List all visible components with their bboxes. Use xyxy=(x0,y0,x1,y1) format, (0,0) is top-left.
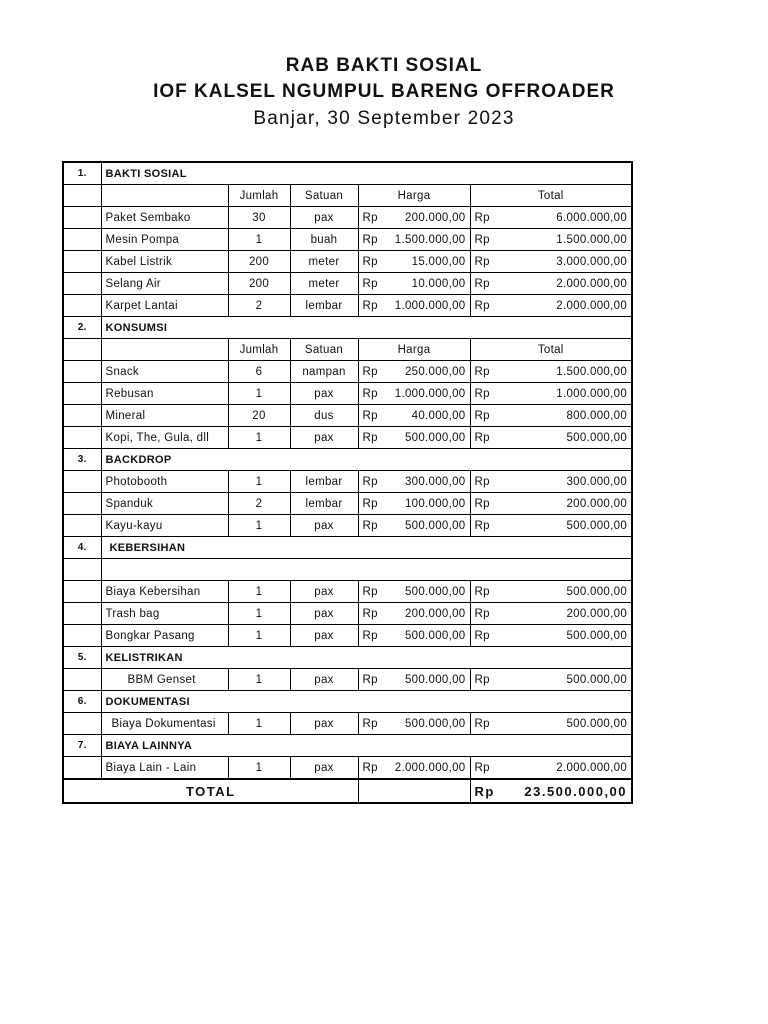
section-name: BACKDROP xyxy=(101,449,632,471)
amount-value: 500.000,00 xyxy=(566,431,628,444)
item-harga xyxy=(358,295,470,317)
amount-value: 300.000,00 xyxy=(566,475,628,488)
item-jumlah: 1 xyxy=(228,229,290,251)
grand-total-value: 23.500.000,00 xyxy=(524,783,628,799)
number-blank-cell xyxy=(63,273,101,295)
item-jumlah: 1 xyxy=(228,669,290,691)
item-total xyxy=(470,427,632,449)
currency-label: Rp xyxy=(362,519,378,532)
item-total xyxy=(470,471,632,493)
item-total xyxy=(470,383,632,405)
item-total xyxy=(470,581,632,603)
spacer-cell xyxy=(101,559,632,581)
amount-value: 500.000,00 xyxy=(404,519,466,532)
amount-value: 500.000,00 xyxy=(566,585,628,598)
item-header-blank xyxy=(101,185,228,207)
amount-value: 40.000,00 xyxy=(411,409,466,422)
number-blank-cell xyxy=(63,251,101,273)
item-jumlah: 1 xyxy=(228,383,290,405)
section-header-row xyxy=(63,735,632,757)
number-blank-cell xyxy=(63,493,101,515)
item-total xyxy=(470,295,632,317)
item-jumlah: 200 xyxy=(228,251,290,273)
column-header-total: Total xyxy=(470,185,632,207)
item-harga xyxy=(358,493,470,515)
item-total xyxy=(470,273,632,295)
amount-value: 500.000,00 xyxy=(566,519,628,532)
item-harga xyxy=(358,383,470,405)
item-row xyxy=(63,713,632,735)
document-date: Banjar, 30 September 2023 xyxy=(253,108,515,129)
number-blank-cell xyxy=(63,559,101,581)
item-total xyxy=(470,757,632,780)
amount-value: 500.000,00 xyxy=(404,431,466,444)
item-harga xyxy=(358,207,470,229)
item-satuan: pax xyxy=(290,581,358,603)
grand-total-spacer xyxy=(358,779,470,803)
item-jumlah: 1 xyxy=(228,471,290,493)
currency-label: Rp xyxy=(474,717,490,730)
currency-label: Rp xyxy=(474,255,490,268)
section-header-row xyxy=(63,537,632,559)
amount-value: 1.000.000,00 xyxy=(556,387,628,400)
item-jumlah: 1 xyxy=(228,757,290,780)
item-name: Photobooth xyxy=(101,471,228,493)
amount-value: 1.500.000,00 xyxy=(556,233,628,246)
item-total xyxy=(470,625,632,647)
item-row xyxy=(63,427,632,449)
currency-label: Rp xyxy=(362,211,378,224)
number-blank-cell xyxy=(63,295,101,317)
item-jumlah: 6 xyxy=(228,361,290,383)
item-row xyxy=(63,383,632,405)
item-total xyxy=(470,229,632,251)
item-jumlah: 1 xyxy=(228,515,290,537)
section-name: KEBERSIHAN xyxy=(101,537,632,559)
column-header-total: Total xyxy=(470,339,632,361)
item-name: Spanduk xyxy=(101,493,228,515)
spacer-row xyxy=(63,559,632,581)
item-name: Snack xyxy=(101,361,228,383)
item-row xyxy=(63,515,632,537)
currency-label: Rp xyxy=(474,673,490,686)
section-name: BAKTI SOSIAL xyxy=(101,162,632,185)
currency-label: Rp xyxy=(362,255,378,268)
item-satuan: buah xyxy=(290,229,358,251)
column-header-jumlah: Jumlah xyxy=(228,185,290,207)
item-harga xyxy=(358,273,470,295)
section-header-row xyxy=(63,317,632,339)
item-satuan: pax xyxy=(290,757,358,780)
number-blank-cell xyxy=(63,229,101,251)
amount-value: 250.000,00 xyxy=(404,365,466,378)
section-number: 2. xyxy=(63,317,101,339)
currency-label: Rp xyxy=(362,629,378,642)
item-harga xyxy=(358,471,470,493)
item-total xyxy=(470,251,632,273)
currency-label: Rp xyxy=(362,409,378,422)
section-name: BIAYA LAINNYA xyxy=(101,735,632,757)
item-total xyxy=(470,713,632,735)
item-jumlah: 1 xyxy=(228,581,290,603)
item-harga xyxy=(358,229,470,251)
item-row xyxy=(63,251,632,273)
amount-value: 100.000,00 xyxy=(404,497,466,510)
currency-label: Rp xyxy=(362,475,378,488)
amount-value: 2.000.000,00 xyxy=(394,761,466,774)
number-blank-cell xyxy=(63,185,101,207)
item-row xyxy=(63,493,632,515)
item-header-blank xyxy=(101,339,228,361)
amount-value: 1.000.000,00 xyxy=(394,299,466,312)
currency-label: Rp xyxy=(362,233,378,246)
item-jumlah: 1 xyxy=(228,625,290,647)
item-name: Kayu-kayu xyxy=(101,515,228,537)
amount-value: 200.000,00 xyxy=(566,497,628,510)
amount-value: 500.000,00 xyxy=(566,673,628,686)
item-jumlah: 2 xyxy=(228,295,290,317)
currency-label: Rp xyxy=(474,585,490,598)
item-row xyxy=(63,603,632,625)
item-name: BBM Genset xyxy=(101,669,228,691)
section-number: 6. xyxy=(63,691,101,713)
currency-label: Rp xyxy=(474,607,490,620)
budget-table xyxy=(62,161,633,804)
item-name: Rebusan xyxy=(101,383,228,405)
grand-total-label: TOTAL xyxy=(63,779,358,803)
item-name: Kopi, The, Gula, dll xyxy=(101,427,228,449)
currency-label: Rp xyxy=(474,365,490,378)
number-blank-cell xyxy=(63,405,101,427)
amount-value: 500.000,00 xyxy=(566,629,628,642)
amount-value: 1.500.000,00 xyxy=(556,365,628,378)
item-harga xyxy=(358,361,470,383)
item-jumlah: 1 xyxy=(228,713,290,735)
currency-label: Rp xyxy=(474,761,490,774)
item-harga xyxy=(358,625,470,647)
item-name: Karpet Lantai xyxy=(101,295,228,317)
currency-label: Rp xyxy=(362,431,378,444)
section-name: KONSUMSI xyxy=(101,317,632,339)
section-header-row xyxy=(63,647,632,669)
section-header-row xyxy=(63,162,632,185)
item-total xyxy=(470,669,632,691)
item-total xyxy=(470,207,632,229)
number-blank-cell xyxy=(63,603,101,625)
item-satuan: pax xyxy=(290,515,358,537)
item-harga xyxy=(358,669,470,691)
number-blank-cell xyxy=(63,207,101,229)
amount-value: 200.000,00 xyxy=(566,607,628,620)
item-satuan: pax xyxy=(290,669,358,691)
number-blank-cell xyxy=(63,757,101,780)
item-name: Paket Sembako xyxy=(101,207,228,229)
currency-label: Rp xyxy=(474,387,490,400)
item-row xyxy=(63,471,632,493)
section-number: 3. xyxy=(63,449,101,471)
item-row xyxy=(63,273,632,295)
currency-label: Rp xyxy=(362,717,378,730)
currency-label: Rp xyxy=(362,585,378,598)
currency-label: Rp xyxy=(362,299,378,312)
section-number: 4. xyxy=(63,537,101,559)
document-title: RAB BAKTI SOSIAL xyxy=(285,55,483,76)
amount-value: 500.000,00 xyxy=(404,629,466,642)
currency-label: Rp xyxy=(474,497,490,510)
currency-label: Rp xyxy=(362,673,378,686)
item-name: Biaya Dokumentasi xyxy=(101,713,228,735)
item-total xyxy=(470,405,632,427)
currency-label: Rp xyxy=(474,431,490,444)
item-harga xyxy=(358,581,470,603)
amount-value: 1.000.000,00 xyxy=(394,387,466,400)
currency-label: Rp xyxy=(362,387,378,400)
currency-label: Rp xyxy=(362,761,378,774)
item-total xyxy=(470,493,632,515)
column-header-satuan: Satuan xyxy=(290,339,358,361)
item-row xyxy=(63,405,632,427)
number-blank-cell xyxy=(63,581,101,603)
item-row xyxy=(63,361,632,383)
currency-label: Rp xyxy=(362,277,378,290)
item-row xyxy=(63,669,632,691)
item-name: Bongkar Pasang xyxy=(101,625,228,647)
amount-value: 500.000,00 xyxy=(404,673,466,686)
grand-total-row xyxy=(63,779,632,803)
column-header-row xyxy=(63,185,632,207)
item-satuan: lembar xyxy=(290,471,358,493)
amount-value: 500.000,00 xyxy=(404,585,466,598)
item-total xyxy=(470,515,632,537)
item-satuan: pax xyxy=(290,713,358,735)
item-harga xyxy=(358,757,470,780)
item-row xyxy=(63,757,632,780)
item-row xyxy=(63,295,632,317)
section-number: 7. xyxy=(63,735,101,757)
item-harga xyxy=(358,713,470,735)
number-blank-cell xyxy=(63,339,101,361)
item-satuan: pax xyxy=(290,603,358,625)
item-row xyxy=(63,207,632,229)
item-name: Biaya Lain - Lain xyxy=(101,757,228,780)
amount-value: 6.000.000,00 xyxy=(556,211,628,224)
item-jumlah: 1 xyxy=(228,603,290,625)
item-name: Trash bag xyxy=(101,603,228,625)
amount-value: 2.000.000,00 xyxy=(556,277,628,290)
currency-label: Rp xyxy=(474,629,490,642)
item-name: Selang Air xyxy=(101,273,228,295)
column-header-row xyxy=(63,339,632,361)
number-blank-cell xyxy=(63,427,101,449)
amount-value: 2.000.000,00 xyxy=(556,299,628,312)
section-name: KELISTRIKAN xyxy=(101,647,632,669)
item-jumlah: 1 xyxy=(228,427,290,449)
number-blank-cell xyxy=(63,515,101,537)
amount-value: 10.000,00 xyxy=(411,277,466,290)
item-satuan: meter xyxy=(290,273,358,295)
item-row xyxy=(63,229,632,251)
item-satuan: dus xyxy=(290,405,358,427)
currency-label: Rp xyxy=(474,783,495,799)
item-total xyxy=(470,361,632,383)
amount-value: 500.000,00 xyxy=(404,717,466,730)
item-name: Kabel Listrik xyxy=(101,251,228,273)
section-number: 1. xyxy=(63,162,101,185)
currency-label: Rp xyxy=(474,409,490,422)
number-blank-cell xyxy=(63,361,101,383)
item-total xyxy=(470,603,632,625)
currency-label: Rp xyxy=(474,233,490,246)
section-header-row xyxy=(63,691,632,713)
section-number: 5. xyxy=(63,647,101,669)
currency-label: Rp xyxy=(474,299,490,312)
column-header-satuan: Satuan xyxy=(290,185,358,207)
item-jumlah: 2 xyxy=(228,493,290,515)
section-header-row xyxy=(63,449,632,471)
item-harga xyxy=(358,427,470,449)
amount-value: 800.000,00 xyxy=(566,409,628,422)
column-header-harga: Harga xyxy=(358,185,470,207)
item-name: Mineral xyxy=(101,405,228,427)
currency-label: Rp xyxy=(474,475,490,488)
item-satuan: pax xyxy=(290,625,358,647)
amount-value: 500.000,00 xyxy=(566,717,628,730)
item-jumlah: 200 xyxy=(228,273,290,295)
number-blank-cell xyxy=(63,669,101,691)
number-blank-cell xyxy=(63,383,101,405)
section-name: DOKUMENTASI xyxy=(101,691,632,713)
item-row xyxy=(63,625,632,647)
currency-label: Rp xyxy=(362,497,378,510)
amount-value: 200.000,00 xyxy=(404,211,466,224)
item-jumlah: 20 xyxy=(228,405,290,427)
item-row xyxy=(63,581,632,603)
amount-value: 15.000,00 xyxy=(411,255,466,268)
amount-value: 2.000.000,00 xyxy=(556,761,628,774)
column-header-jumlah: Jumlah xyxy=(228,339,290,361)
number-blank-cell xyxy=(63,625,101,647)
amount-value: 3.000.000,00 xyxy=(556,255,628,268)
amount-value: 300.000,00 xyxy=(404,475,466,488)
item-harga xyxy=(358,405,470,427)
column-header-harga: Harga xyxy=(358,339,470,361)
item-satuan: meter xyxy=(290,251,358,273)
currency-label: Rp xyxy=(474,519,490,532)
item-satuan: pax xyxy=(290,427,358,449)
grand-total-amount xyxy=(470,779,632,803)
item-name: Biaya Kebersihan xyxy=(101,581,228,603)
item-satuan: pax xyxy=(290,207,358,229)
item-satuan: nampan xyxy=(290,361,358,383)
currency-label: Rp xyxy=(474,211,490,224)
currency-label: Rp xyxy=(474,277,490,290)
item-harga xyxy=(358,515,470,537)
item-harga xyxy=(358,251,470,273)
currency-label: Rp xyxy=(362,365,378,378)
item-harga xyxy=(358,603,470,625)
document-subtitle: IOF KALSEL NGUMPUL BARENG OFFROADER xyxy=(153,81,615,102)
item-satuan: lembar xyxy=(290,295,358,317)
item-jumlah: 30 xyxy=(228,207,290,229)
number-blank-cell xyxy=(63,471,101,493)
budget-table-body xyxy=(63,162,632,803)
item-name: Mesin Pompa xyxy=(101,229,228,251)
item-satuan: lembar xyxy=(290,493,358,515)
amount-value: 200.000,00 xyxy=(404,607,466,620)
currency-label: Rp xyxy=(362,607,378,620)
item-satuan: pax xyxy=(290,383,358,405)
amount-value: 1.500.000,00 xyxy=(394,233,466,246)
number-blank-cell xyxy=(63,713,101,735)
